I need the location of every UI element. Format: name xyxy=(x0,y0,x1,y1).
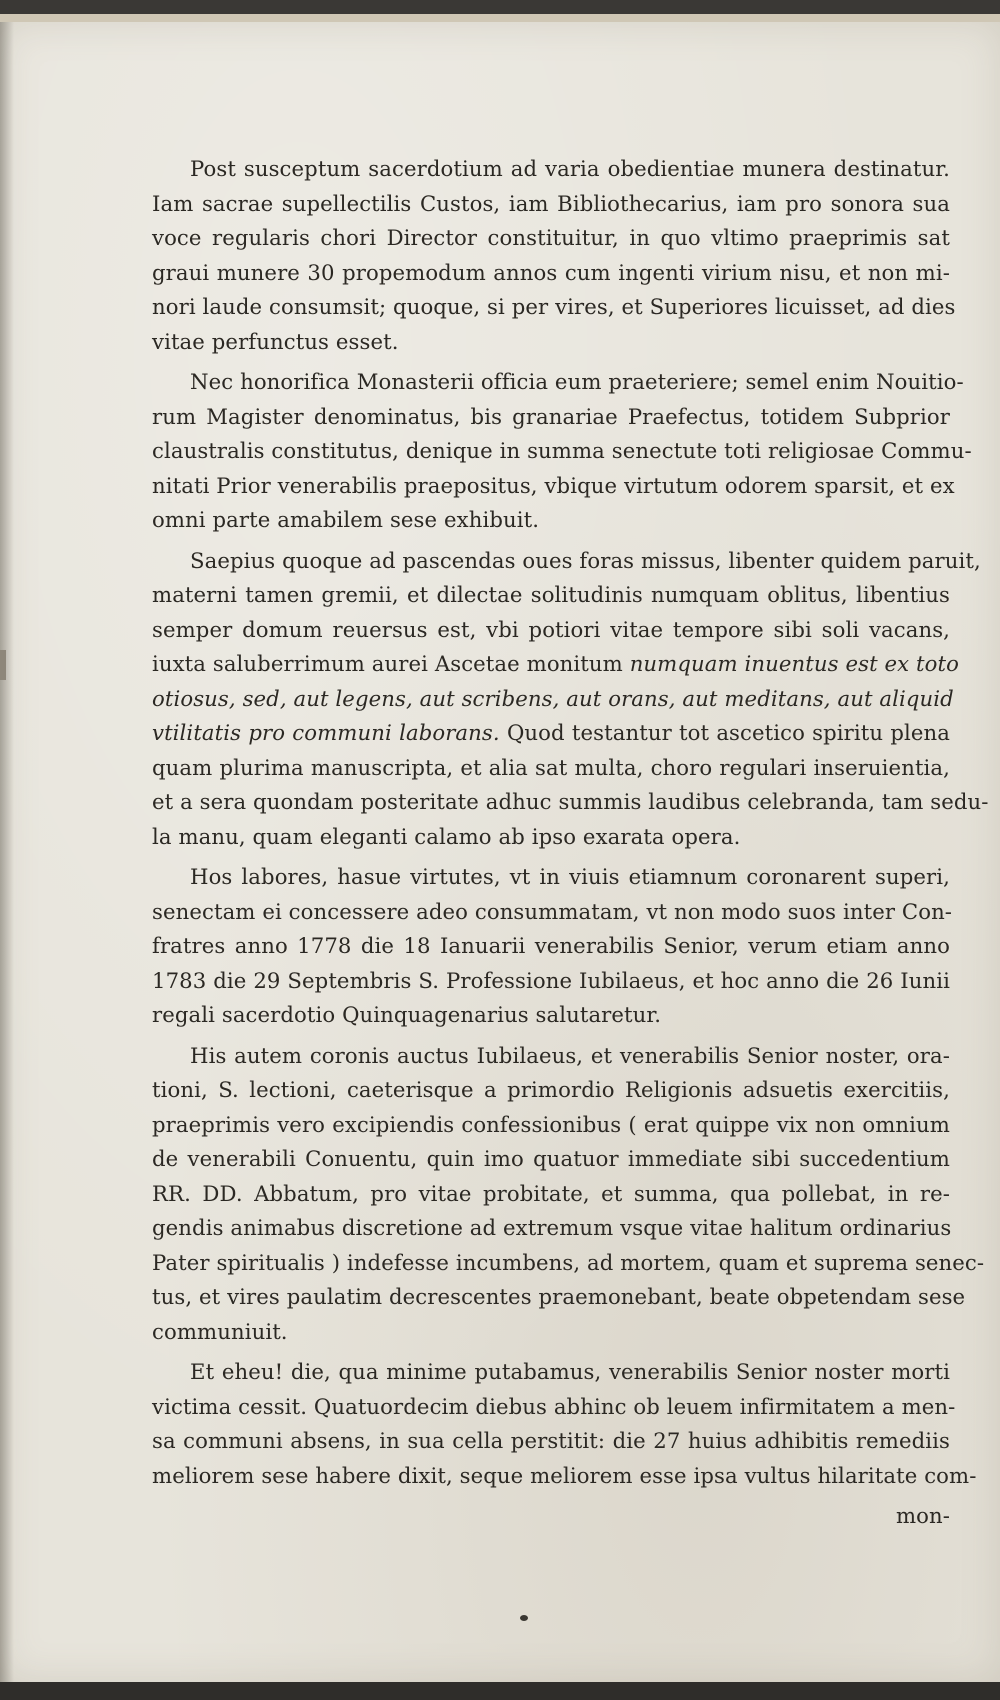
text-run: graui munere 30 propemodum annos cum ingenti virium nisu, et non mi- xyxy=(152,259,950,285)
text-line xyxy=(152,998,950,1033)
text-line xyxy=(152,895,953,930)
text-run: fratres anno 1778 die 18 Ianuarii venerabilis Senior, verum etiam anno xyxy=(152,933,950,958)
text-line xyxy=(152,256,950,291)
text-line xyxy=(152,820,950,855)
text-line xyxy=(152,785,989,820)
text-line xyxy=(152,647,959,682)
text-run: semper domum reuersus est, vbi potiori vitae tempore sibi soli vacans, xyxy=(152,616,950,642)
text-run: de venerabili Conuentu, quin imo quatuor immediate sibi succedentium xyxy=(152,1146,950,1171)
text-line xyxy=(152,1211,950,1246)
text-run: RR. DD. Abbatum, pro vitae probitate, et summa, qua pollebat, in re- xyxy=(152,1180,950,1206)
text-line xyxy=(152,544,981,579)
text-run: omni parte amabilem sese exhibuit. xyxy=(152,507,540,532)
text-run: Et eheu! die, qua minime putabamus, venerabilis Senior noster morti xyxy=(190,1359,950,1384)
ink-spot xyxy=(520,1615,528,1621)
text-run: meliorem sese habere dixit, seque meliorem esse ipsa vultus hilaritate com- xyxy=(152,1462,977,1488)
text-line xyxy=(152,682,954,717)
text-line xyxy=(152,187,950,222)
text-line xyxy=(152,1108,950,1143)
text-run: Hos labores, hasue virtutes, vt in viuis etiamnum coronarent superi, xyxy=(190,864,950,889)
catchword: mon- xyxy=(895,1503,950,1528)
text-line xyxy=(152,1246,985,1281)
paragraph xyxy=(152,365,972,538)
text-run: quam plurima manuscripta, et alia sat multa, choro regulari inseruientia, xyxy=(152,754,950,780)
text-run: victima cessit. Quatuordecim diebus abhinc ob leuem infirmitatem a men- xyxy=(152,1393,956,1419)
text-line xyxy=(152,751,950,786)
text-run: Post susceptum sacerdotium ad varia obedientiae munera destinatur. xyxy=(190,156,950,181)
text-run: Saepius quoque ad pascendas oues foras missus, libenter quidem paruit, xyxy=(190,547,981,573)
text-line xyxy=(152,716,950,751)
text-run: tus, et vires paulatim decrescentes praemonebant, beate obpetendam sese xyxy=(152,1284,966,1309)
text-line xyxy=(152,152,950,187)
text-run: regali sacerdotio Quinquagenarius salutaretur. xyxy=(152,1002,662,1027)
text-line xyxy=(152,1355,950,1390)
text-line xyxy=(152,503,950,538)
text-line xyxy=(152,1424,950,1459)
text-run: gendis animabus discretione ad extremum vsque vitae halitum ordinarius xyxy=(152,1215,952,1240)
text-run: rum Magister denominatus, bis granariae Praefectus, totidem Subprior xyxy=(152,403,950,429)
text-run: His autem coronis auctus Iubilaeus, et venerabilis Senior noster, ora- xyxy=(190,1042,950,1068)
text-line xyxy=(152,1073,950,1108)
paragraph xyxy=(152,544,989,855)
text-line xyxy=(152,469,955,504)
text-run: voce regularis chori Director constituitur, in quo vltimo praeprimis sat xyxy=(152,225,950,250)
text-run: Nec honorifica Monasterii officia eum praeteriere; semel enim Nouitio- xyxy=(190,369,964,394)
text-run: iuxta saluberrimum aurei Ascetae monitum xyxy=(152,651,630,676)
text-line xyxy=(152,1142,950,1177)
text-line xyxy=(152,613,950,648)
text-run: senectam ei concessere adeo consummatam, vt non modo suos inter Con- xyxy=(152,898,953,924)
italic-text: otiosus, sed, aut legens, aut scribens, aut orans, aut meditans, aut aliquid xyxy=(152,685,954,711)
text-line xyxy=(152,1280,966,1315)
text-run: nori laude consumsit; quoque, si per vires, et Superiores licuisset, ad dies xyxy=(152,294,956,319)
fold-mark xyxy=(0,650,6,680)
paragraph xyxy=(152,152,956,359)
text-run: materni tamen gremii, et dilectae solitudinis numquam oblitus, libentius xyxy=(152,582,950,607)
text-run: 1783 die 29 Septembris S. Professione Iubilaeus, et hoc anno die 26 Iunii xyxy=(152,967,950,993)
text-run: vitae perfunctus esset. xyxy=(152,328,399,354)
page-left-shadow xyxy=(0,22,14,1682)
text-run: Quod testantur tot ascetico spiritu plena xyxy=(499,720,950,745)
text-line xyxy=(152,929,950,964)
text-run: claustralis constitutus, denique in summa senectute toti religiosae Commu- xyxy=(152,438,972,463)
italic-text: vtilitatis pro communi laborans. xyxy=(152,720,500,745)
text-line xyxy=(152,325,950,360)
text-line xyxy=(152,964,950,999)
italic-text: numquam inuentus est ex toto xyxy=(629,651,959,676)
text-run: et a sera quondam posteritate adhuc summis laudibus celebranda, tam sedu- xyxy=(152,789,989,814)
text-run: tioni, S. lectioni, caeterisque a primordio Religionis adsuetis exercitiis, xyxy=(152,1077,950,1102)
text-run: praeprimis vero excipiendis confessionibus ( erat quippe vix non omnium xyxy=(152,1111,950,1137)
paragraph xyxy=(152,1039,985,1350)
text-run: communiuit. xyxy=(152,1318,288,1344)
paragraph xyxy=(152,1355,977,1493)
document-body xyxy=(152,152,989,1534)
text-line xyxy=(152,1390,956,1425)
text-run: la manu, quam eleganti calamo ab ipso exarata opera. xyxy=(152,823,741,849)
text-run: Pater spiritualis ) indefesse incumbens, ad mortem, quam et suprema senec- xyxy=(152,1249,985,1275)
text-line xyxy=(152,1459,977,1494)
text-run: sa communi absens, in sua cella perstitit: die 27 huius adhibitis remediis xyxy=(152,1428,950,1453)
text-line xyxy=(152,221,950,256)
text-line xyxy=(152,400,950,435)
text-run: Iam sacrae supellectilis Custos, iam Bibliothecarius, iam pro sonora sua xyxy=(152,190,950,216)
text-line xyxy=(152,365,964,400)
paragraph xyxy=(152,860,953,1033)
text-line xyxy=(152,860,950,895)
text-line xyxy=(152,578,950,613)
text-line xyxy=(152,1177,950,1212)
text-run: nitati Prior venerabilis praepositus, vbique virtutum odorem sparsit, et ex xyxy=(152,472,955,498)
text-line xyxy=(152,1039,950,1074)
text-line xyxy=(152,1315,950,1350)
text-line xyxy=(152,290,956,325)
text-line xyxy=(152,434,972,469)
